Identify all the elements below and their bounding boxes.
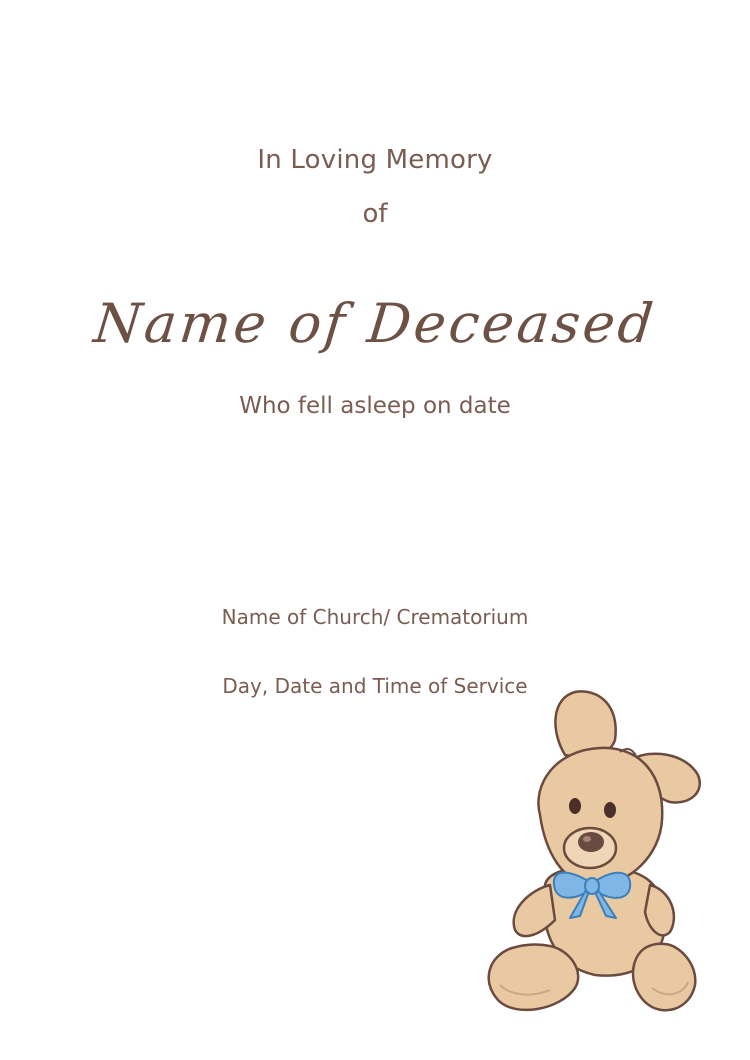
memorial-heading: In Loving Memory: [257, 145, 493, 175]
date-subtitle: Who fell asleep on date: [239, 393, 511, 419]
service-details: Day, Date and Time of Service: [222, 674, 528, 698]
deceased-name: Name of Deceased: [91, 292, 659, 355]
church-name: Name of Church/ Crematorium: [221, 605, 529, 629]
memorial-connector: of: [362, 199, 388, 229]
teddy-bear-icon: [470, 680, 720, 1030]
